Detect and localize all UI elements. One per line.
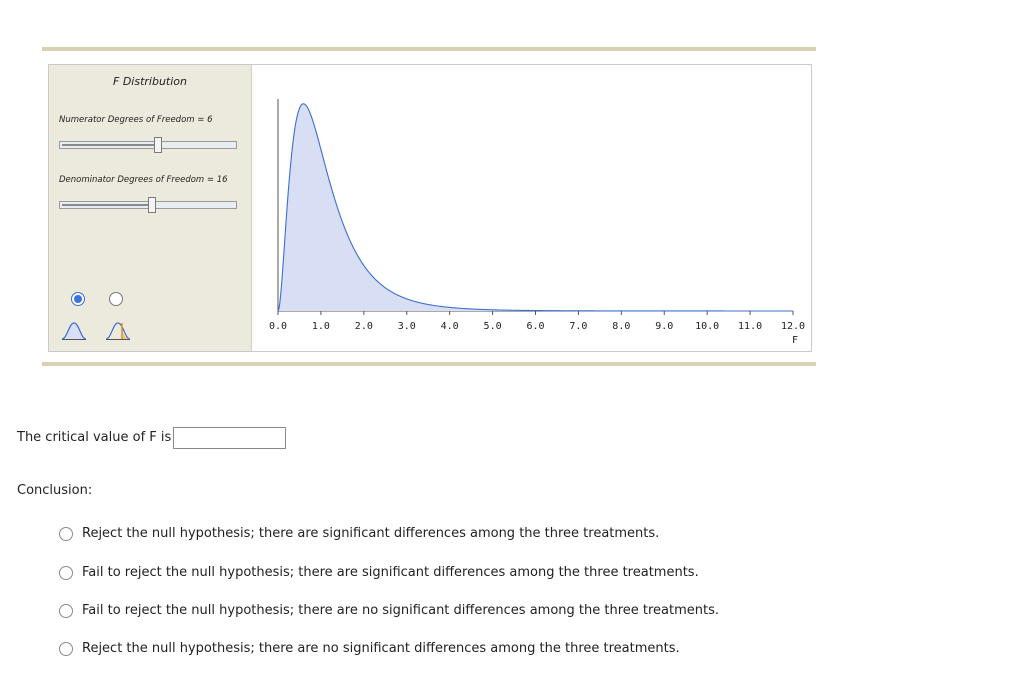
x-tick-label: 11.0 — [738, 321, 763, 332]
x-tick-label: 2.0 — [354, 321, 373, 332]
option-text: Reject the null hypothesis; there are significant differences among the three treatments. — [82, 526, 660, 541]
critical-value-input[interactable] — [173, 427, 286, 449]
density-area — [278, 104, 793, 311]
option-text: Fail to reject the null hypothesis; there are significant differences among the three treatments. — [82, 565, 699, 580]
x-tick-label: 3.0 — [397, 321, 416, 332]
x-tick-label: 9.0 — [655, 321, 674, 332]
option-text: Fail to reject the null hypothesis; there are no significant differences among the three treatments. — [82, 603, 720, 618]
option-radio[interactable] — [59, 527, 73, 541]
denominator-df-label: Denominator Degrees of Freedom = 16 — [59, 175, 228, 185]
option-radio[interactable] — [59, 566, 73, 580]
denominator-df-slider[interactable] — [59, 201, 237, 209]
critical-region-icon[interactable] — [105, 319, 131, 341]
denominator-slider-thumb[interactable] — [148, 197, 156, 213]
option-radio[interactable] — [59, 642, 73, 656]
x-tick-label: 7.0 — [569, 321, 588, 332]
option-radio[interactable] — [59, 604, 73, 618]
f-distribution-chart — [252, 65, 810, 351]
x-tick-label: 12.0 — [780, 321, 806, 332]
numerator-df-label: Numerator Degrees of Freedom = 6 — [59, 115, 213, 125]
area-mode-radio[interactable] — [109, 292, 123, 306]
denominator-slider-fill — [62, 204, 152, 206]
numerator-slider-thumb[interactable] — [154, 137, 162, 153]
x-tick-label: 10.0 — [695, 321, 720, 332]
option-text: Reject the null hypothesis; there are no significant differences among the three treatments. — [82, 641, 680, 656]
numerator-df-slider[interactable] — [59, 141, 237, 149]
control-panel — [49, 65, 252, 351]
critical-value-prompt: The critical value of F is — [17, 430, 172, 445]
pdf-mode-radio[interactable] — [71, 292, 85, 306]
conclusion-label: Conclusion: — [17, 483, 93, 498]
x-tick-label: 5.0 — [483, 321, 502, 332]
top-divider — [42, 47, 816, 51]
bottom-divider — [42, 362, 816, 366]
f-distribution-applet — [48, 64, 812, 352]
x-tick-label: 0.0 — [268, 321, 288, 332]
x-tick-label: 1.0 — [311, 321, 330, 332]
x-tick-label: 8.0 — [612, 321, 631, 332]
density-curve-icon[interactable] — [61, 319, 87, 341]
applet-title: F Distribution — [113, 75, 187, 88]
x-axis-label: F — [791, 335, 799, 346]
numerator-slider-fill — [62, 144, 158, 146]
x-tick-label: 4.0 — [440, 321, 459, 332]
x-tick-label: 6.0 — [526, 321, 545, 332]
